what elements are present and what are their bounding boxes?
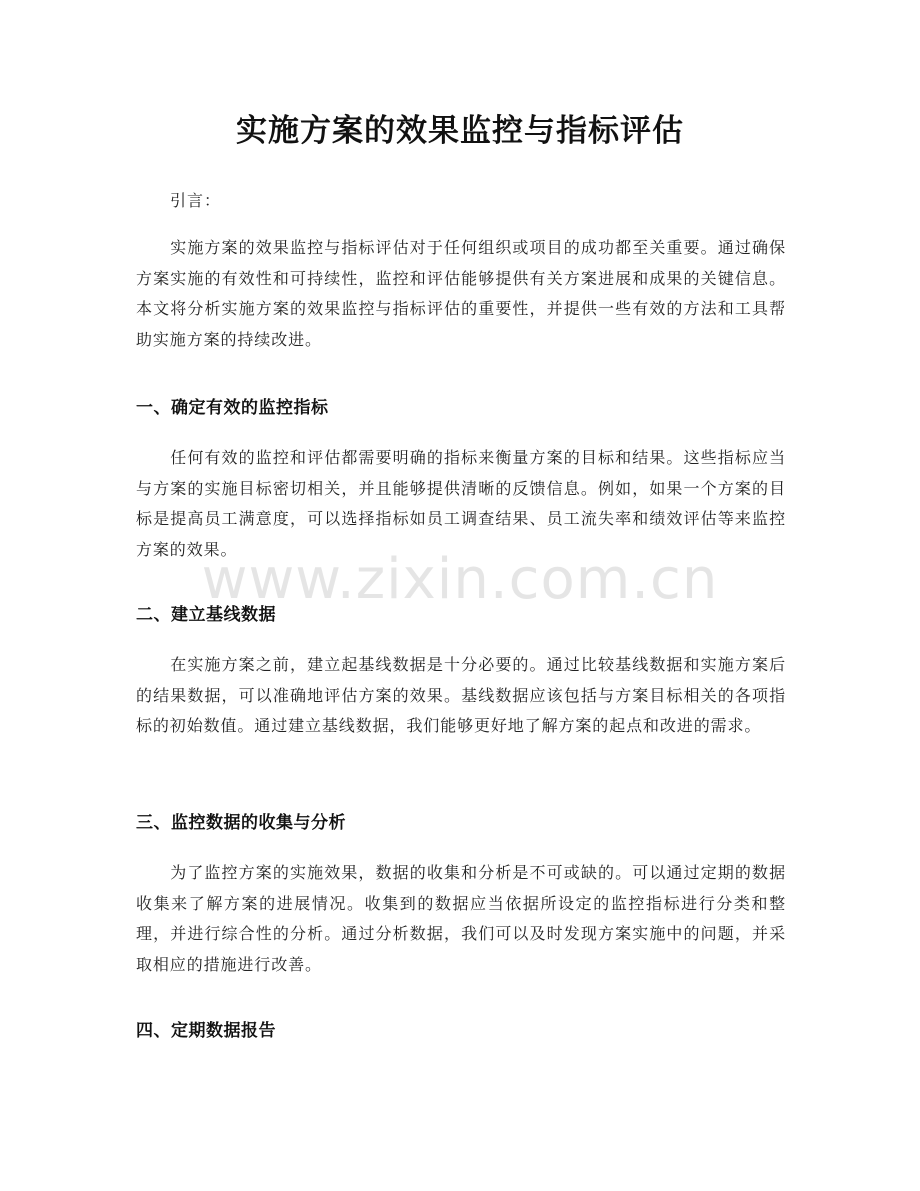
section-heading-4: 四、定期数据报告 [136,1021,276,1041]
section-body-2-text: 在实施方案之前，建立起基线数据是十分必要的。通过比较基线数据和实施方案后的结果数据，可以准确地评估方案的效果。基线数据应该包括与方案目标相关的各项指标的初始数值。通过建立基线数据，我们能够更好地了解方案的起点和改进的需求。 [136,655,786,736]
section-body-1-text: 任何有效的监控和评估都需要明确的指标来衡量方案的目标和结果。这些指标应当与方案的实施目标密切相关，并且能够提供清晰的反馈信息。例如，如果一个方案的目标是提高员工满意度，可以选择指标如员工调查结果、员工流失率和绩效评估等来监控方案的效果。 [136,448,786,559]
section-heading-1: 一、确定有效的监控指标 [136,398,329,418]
section-heading-3: 三、监控数据的收集与分析 [136,813,346,833]
intro-paragraph-text: 实施方案的效果监控与指标评估对于任何组织或项目的成功都至关重要。通过确保方案实施的有效性和可持续性，监控和评估能够提供有关方案进展和成果的关键信息。本文将分析实施方案的效果监控与指标评估的重要性，并提供一些有效的方法和工具帮助实施方案的持续改进。 [136,238,786,349]
section-body-3 [136,858,786,980]
watermark: www.zixin.com.cn [201,547,719,612]
intro-paragraph [136,233,786,355]
document-title: 实施方案的效果监控与指标评估 [236,113,684,149]
section-body-2 [136,650,786,742]
intro-label: 引言： [170,191,222,210]
section-body-3-text: 为了监控方案的实施效果，数据的收集和分析是不可或缺的。可以通过定期的数据收集来了解方案的进展情况。收集到的数据应当依据所设定的监控指标进行分类和整理，并进行综合性的分析。通过分析数据，我们可以及时发现方案实施中的问题，并采取相应的措施进行改善。 [136,863,786,974]
section-body-1 [136,443,786,565]
section-heading-2: 二、建立基线数据 [136,605,276,625]
